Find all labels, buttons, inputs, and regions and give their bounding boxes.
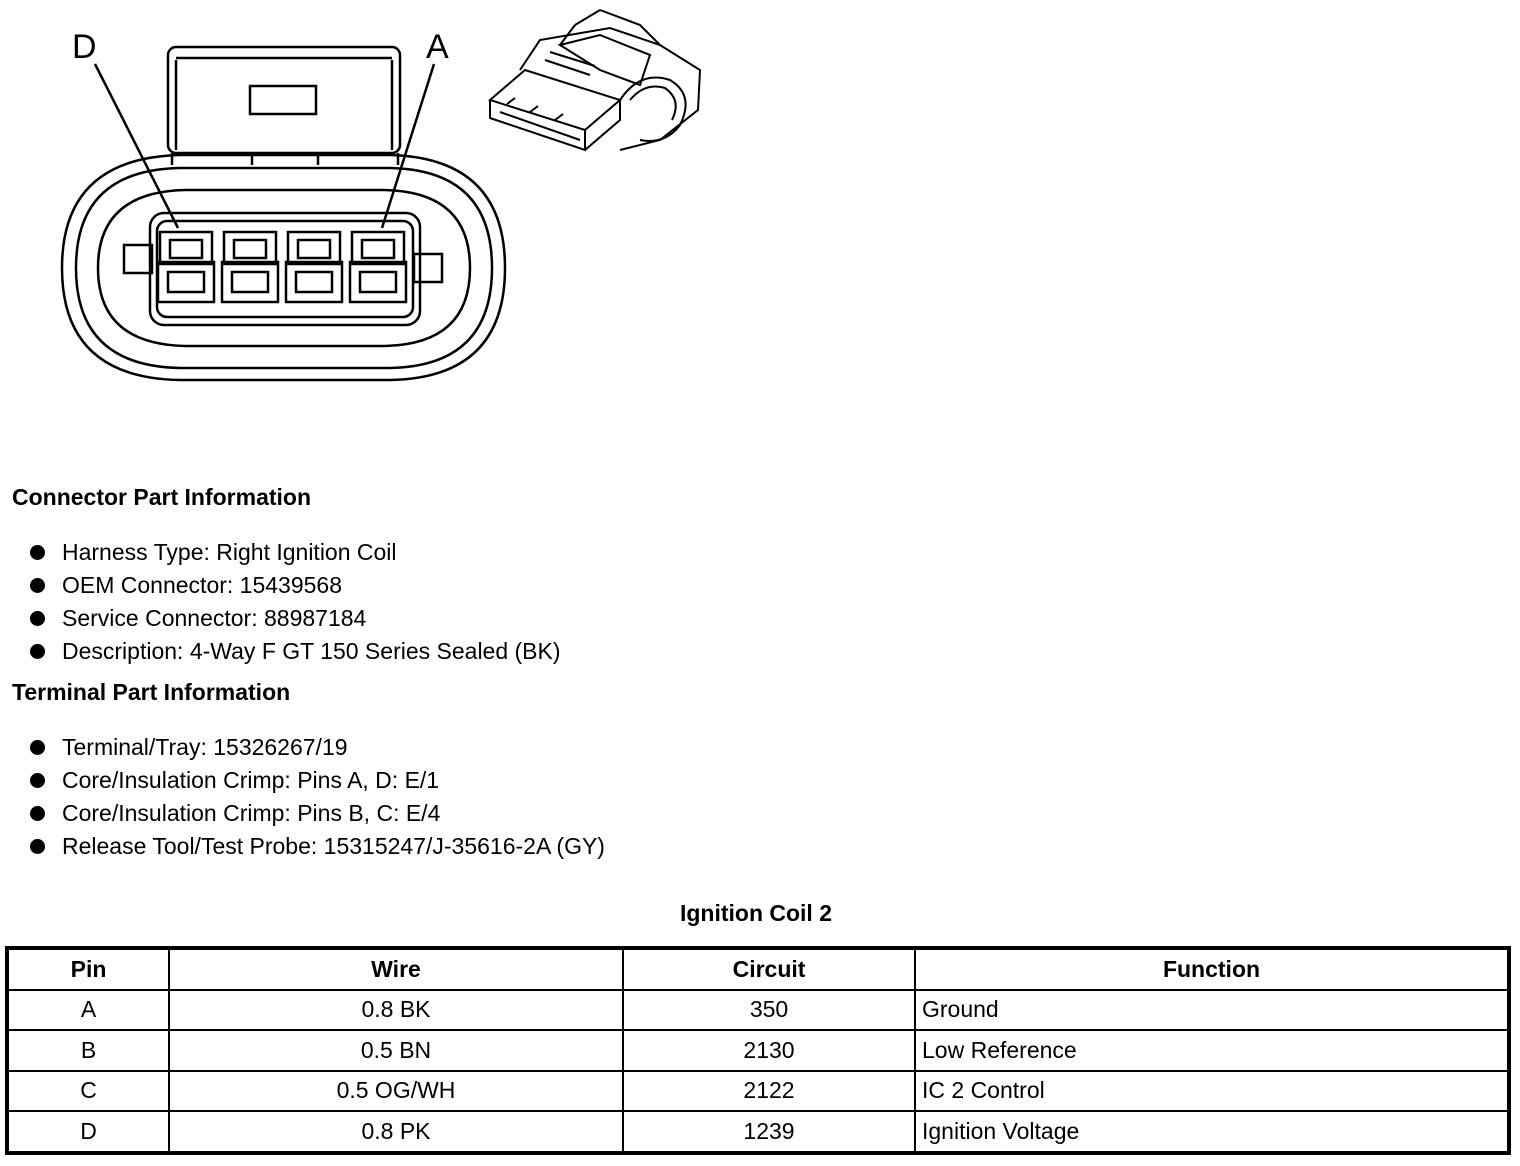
connector-latch (168, 47, 400, 153)
table-row (7, 990, 1509, 1031)
list-item: Service Connector: 88987184 (30, 602, 561, 635)
pin-label-d: D (72, 28, 97, 66)
connector-info-list (30, 536, 561, 668)
list-item: Terminal/Tray: 15326267/19 (30, 731, 605, 764)
cell-wire: 0.8 BK (169, 990, 623, 1031)
cell-circuit: 350 (623, 990, 915, 1031)
leader-line-a (382, 64, 434, 228)
connector-iso-view (490, 10, 700, 150)
header-circuit: Circuit (623, 948, 915, 990)
table-row (7, 1071, 1509, 1112)
header-function: Function (915, 948, 1509, 990)
connector-info-title: Connector Part Information (12, 484, 312, 510)
cell-wire: 0.5 OG/WH (169, 1071, 623, 1112)
table-caption: Ignition Coil 2 (679, 900, 833, 926)
cell-function: IC 2 Control (915, 1071, 1509, 1112)
list-item: Harness Type: Right Ignition Coil (30, 536, 561, 569)
cell-pin: B (7, 1030, 169, 1071)
cell-function: Ground (915, 990, 1509, 1031)
terminal-cavities (158, 232, 406, 302)
header-wire: Wire (169, 948, 623, 990)
cell-circuit: 2122 (623, 1071, 915, 1112)
leader-line-d (95, 64, 178, 228)
cell-wire: 0.8 PK (169, 1111, 623, 1153)
list-item: Core/Insulation Crimp: Pins B, C: E/4 (30, 797, 605, 830)
list-item: Description: 4-Way F GT 150 Series Sealed (BK) (30, 635, 561, 668)
terminal-info-title: Terminal Part Information (12, 679, 291, 705)
list-item: OEM Connector: 15439568 (30, 569, 561, 602)
cell-function: Ignition Voltage (915, 1111, 1509, 1153)
latch-window (250, 86, 316, 114)
cell-circuit: 1239 (623, 1111, 915, 1153)
list-item: Core/Insulation Crimp: Pins A, D: E/1 (30, 764, 605, 797)
cell-pin: C (7, 1071, 169, 1112)
header-pin: Pin (7, 948, 169, 990)
pin-label-a: A (426, 28, 449, 66)
table-row (7, 1111, 1509, 1153)
cell-circuit: 2130 (623, 1030, 915, 1071)
table-row (7, 1030, 1509, 1071)
list-item: Release Tool/Test Probe: 15315247/J-35616-2A (GY) (30, 830, 605, 863)
terminal-info-list (30, 731, 605, 863)
cell-pin: A (7, 990, 169, 1031)
pinout-table (5, 946, 1511, 1155)
cell-wire: 0.5 BN (169, 1030, 623, 1071)
table-header-row (7, 948, 1509, 990)
connector-diagram (0, 0, 720, 400)
cell-pin: D (7, 1111, 169, 1153)
cell-function: Low Reference (915, 1030, 1509, 1071)
